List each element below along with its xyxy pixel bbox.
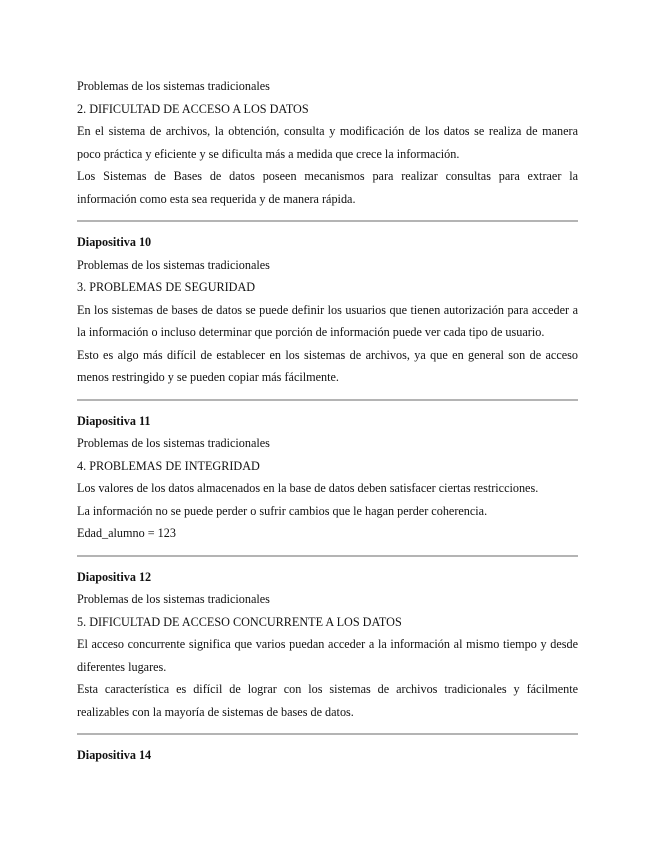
slide-divider [77, 220, 578, 222]
slide-heading: Diapositiva 12 [77, 569, 152, 584]
section-subtitle: Problemas de los sistemas tradicionales [77, 79, 270, 93]
section-paragraph: En el sistema de archivos, la obtención, consulta y modificación de los datos se realiza de manera poco práctica y eficiente y se dificulta más a medida que crece la información. [77, 124, 578, 161]
slide-section-11 [77, 410, 578, 545]
section-topic: 5. DIFICULTAD DE ACCESO CONCURRENTE A LOS DATOS [77, 614, 402, 629]
slide-heading: Diapositiva 11 [77, 413, 151, 428]
section-paragraph: En los sistemas de bases de datos se puede definir los usuarios que tienen autorización para acceder a la información o incluso determinar que porción de información puede ver cada tipo de usuario. [77, 302, 578, 339]
section-paragraph: El acceso concurrente significa que varios puedan acceder a la información al mismo tiempo y desde diferentes lugares. [77, 637, 578, 674]
section-paragraph: Los Sistemas de Bases de datos poseen mecanismos para realizar consultas para extraer la información como esta sea requerida y de manera rápida. [77, 169, 578, 206]
section-paragraph: La información no se puede perder o sufrir cambios que le hagan perder coherencia. [77, 503, 488, 518]
section-paragraph: Esta característica es difícil de lograr con los sistemas de archivos tradicionales y fácilmente realizables con la mayoría de sistemas de bases de datos. [77, 682, 578, 719]
section-subtitle: Problemas de los sistemas tradicionales [77, 436, 270, 450]
slide-section-12 [77, 566, 578, 724]
slide-heading: Diapositiva 14 [77, 748, 152, 762]
slide-section-10 [77, 231, 578, 389]
slide-divider [77, 399, 578, 401]
section-paragraph: Esto es algo más difícil de establecer en los sistemas de archivos, ya que en general son de acceso menos restringido y se pueden copiar más fácilmente. [77, 347, 578, 384]
section-subtitle: Problemas de los sistemas tradicionales [77, 257, 270, 272]
slide-divider [77, 733, 578, 735]
slide-divider [77, 555, 578, 557]
section-topic: 4. PROBLEMAS DE INTEGRIDAD [77, 458, 260, 473]
section-paragraph: Los valores de los datos almacenados en la base de datos deben satisfacer ciertas restricciones. [77, 481, 539, 495]
slide-heading: Diapositiva 10 [77, 235, 152, 249]
slide-section-9 [77, 75, 578, 210]
section-topic: 3. PROBLEMAS DE SEGURIDAD [77, 280, 256, 294]
document-page [77, 75, 578, 767]
section-topic: 2. DIFICULTAD DE ACCESO A LOS DATOS [77, 101, 309, 116]
section-paragraph: Edad_alumno = 123 [77, 526, 176, 540]
section-subtitle: Problemas de los sistemas tradicionales [77, 592, 270, 606]
